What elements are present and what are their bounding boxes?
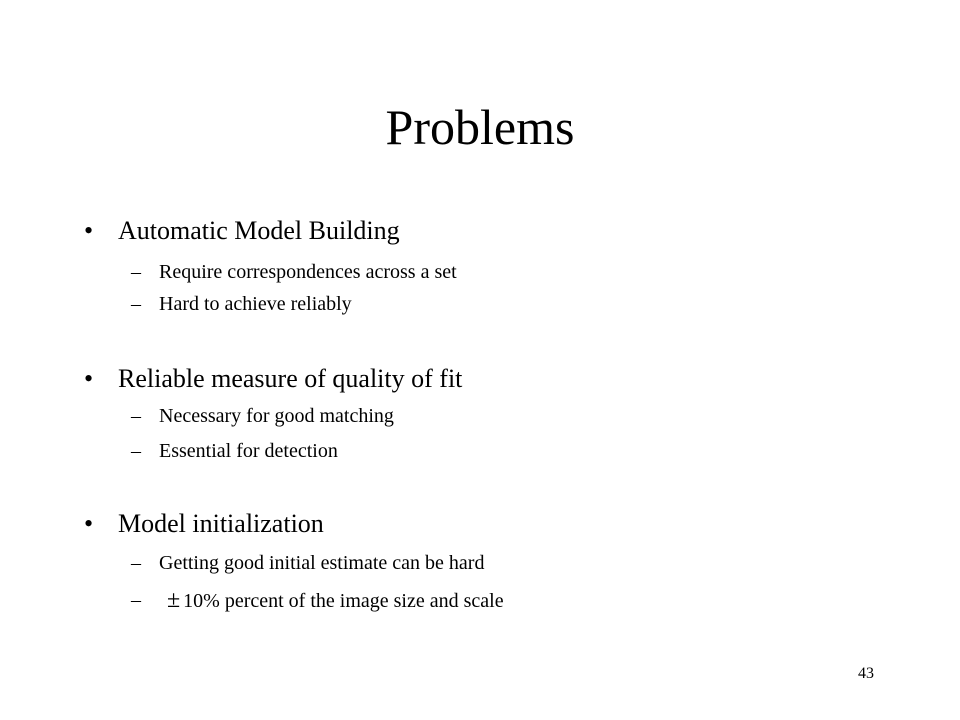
sub-bullet-text: Hard to achieve reliably	[159, 293, 352, 315]
page-number: 43	[858, 665, 874, 682]
sub-bullet-text: Necessary for good matching	[159, 405, 394, 427]
bullet-marker: •	[84, 509, 94, 538]
dash-marker: –	[131, 440, 141, 462]
sub-bullet-initial-estimate	[131, 551, 485, 575]
sub-bullet-text: Getting good initial estimate can be hard	[159, 552, 485, 574]
sub-bullet-text: 10% percent of the image size and scale	[183, 590, 504, 612]
bullet-marker: •	[84, 216, 94, 245]
sub-bullet-text: Essential for detection	[159, 440, 338, 462]
slide-title: Problems	[385, 99, 575, 155]
sub-bullet-require-correspondences	[131, 260, 457, 284]
bullet-heading: Reliable measure of quality of fit	[118, 364, 463, 393]
bullet-reliable-measure	[84, 364, 463, 394]
bullet-model-initialization	[84, 509, 324, 539]
sub-bullet-necessary-for-matching	[131, 404, 394, 428]
sub-bullet-essential-for-detection	[131, 439, 338, 463]
sub-bullet-percent-image-size	[131, 587, 504, 613]
bullet-automatic-model-building	[84, 216, 400, 246]
dash-marker: –	[131, 589, 141, 611]
dash-marker: –	[131, 405, 141, 427]
sub-bullet-hard-to-achieve	[131, 292, 352, 316]
plus-minus-sign: ±	[167, 587, 181, 613]
dash-marker: –	[131, 552, 141, 574]
bullet-heading: Automatic Model Building	[118, 216, 400, 245]
dash-marker: –	[131, 293, 141, 315]
bullet-marker: •	[84, 364, 94, 393]
bullet-heading: Model initialization	[118, 509, 324, 538]
dash-marker: –	[131, 261, 141, 283]
sub-bullet-text: Require correspondences across a set	[159, 261, 457, 283]
